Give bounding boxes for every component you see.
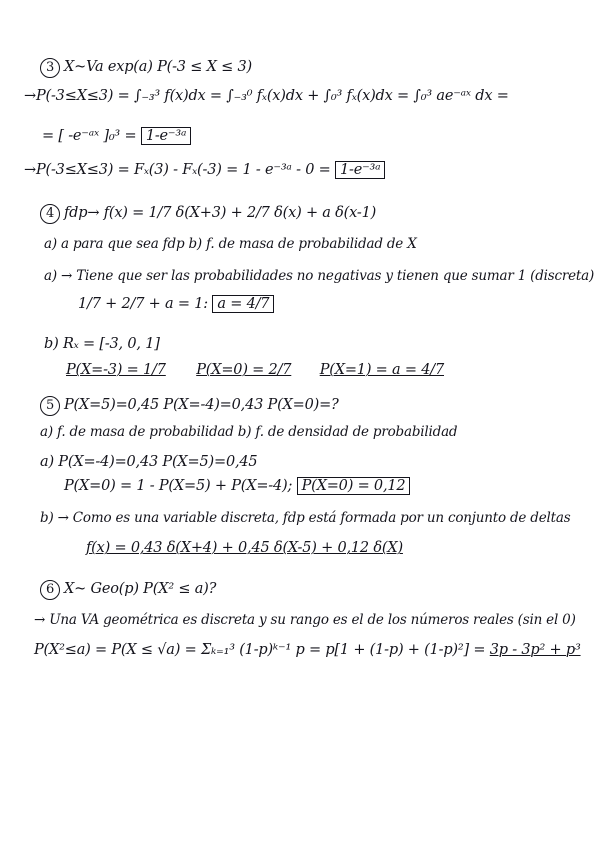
- q4-prob-3: P(X=1) = a = 4/7: [319, 362, 444, 378]
- q4-heading: [40, 204, 376, 224]
- q3-line3-text: →P(-3≤X≤3) = Fₓ(3) - Fₓ(-3) = 1 - e⁻³ᵃ - 0 =: [24, 162, 331, 178]
- q3-result-box-2: 1-e⁻³ᵃ: [335, 161, 385, 179]
- q5-a-line2-text: P(X=0) = 1 - P(X=5) + P(X=-4);: [64, 478, 293, 494]
- q6-line1: → Una VA geométrica es discreta y su rango es el de los números reales (sin el 0): [34, 612, 576, 628]
- q4-heading-text: fdp→ f(x) = 1/7 δ(X+3) + 2/7 δ(x) + a δ(x-1): [64, 205, 377, 221]
- q3-number: 3: [40, 58, 60, 78]
- q5-fdp-formula: f(x) = 0,43 δ(X+4) + 0,45 δ(X-5) + 0,12 δ(X): [86, 540, 403, 556]
- q5-b-line: b) → Como es una variable discreta, fdp está formada por un conjunto de deltas: [40, 510, 571, 526]
- q6-line2: [34, 642, 581, 658]
- q3-line3: [24, 162, 385, 178]
- q3-heading: [40, 58, 252, 78]
- q6-heading: [40, 580, 216, 600]
- q3-line2-text: = [ -e⁻ᵃˣ ]₀³ =: [42, 128, 137, 144]
- q3-line2: [42, 128, 191, 144]
- q3-heading-text: X~Va exp(a) P(-3 ≤ X ≤ 3): [64, 59, 252, 75]
- q5-number: 5: [40, 396, 60, 416]
- q6-heading-text: X~ Geo(p) P(X² ≤ a)?: [64, 581, 217, 597]
- q5-parts: a) f. de masa de probabilidad b) f. de densidad de probabilidad: [40, 424, 458, 440]
- q5-heading-text: P(X=5)=0,45 P(X=-4)=0,43 P(X=0)=?: [64, 397, 339, 413]
- q4-a-line1: a) → Tiene que ser las probabilidades no negativas y tienen que sumar 1 (discreta): [44, 268, 595, 284]
- q5-a-line1: a) P(X=-4)=0,43 P(X=5)=0,45: [40, 454, 258, 470]
- q4-prob-1: P(X=-3) = 1/7: [66, 362, 166, 378]
- q5-b-formula: [86, 540, 403, 556]
- q5-a-line2: [64, 478, 410, 494]
- q6-result: 3p - 3p² + p³: [489, 642, 581, 658]
- q4-a-line2-text: 1/7 + 2/7 + a = 1:: [78, 296, 208, 312]
- q4-parts: a) a para que sea fdp b) f. de masa de probabilidad de X: [44, 236, 417, 252]
- q5-heading: [40, 396, 339, 416]
- q3-result-box-1: 1-e⁻³ᵃ: [141, 127, 191, 145]
- q5-result-box: P(X=0) = 0,12: [297, 477, 411, 495]
- q4-b-probs: [66, 362, 444, 378]
- q6-line2-text: P(X²≤a) = P(X ≤ √a) = Σₖ₌₁³ (1-p)ᵏ⁻¹ p = p[1 + (1-p) + (1-p)²] =: [34, 642, 486, 658]
- q4-prob-2: P(X=0) = 2/7: [196, 362, 292, 378]
- q4-result-box: a = 4/7: [212, 295, 274, 313]
- q4-number: 4: [40, 204, 60, 224]
- q4-a-line2: [78, 296, 274, 312]
- q3-line1: →P(-3≤X≤3) = ∫₋₃³ f(x)dx = ∫₋₃⁰ fₓ(x)dx + ∫₀³ fₓ(x)dx = ∫₀³ ae⁻ᵃˣ dx =: [24, 88, 509, 104]
- q6-number: 6: [40, 580, 60, 600]
- q4-b-line: b) Rₓ = [-3, 0, 1]: [44, 336, 160, 352]
